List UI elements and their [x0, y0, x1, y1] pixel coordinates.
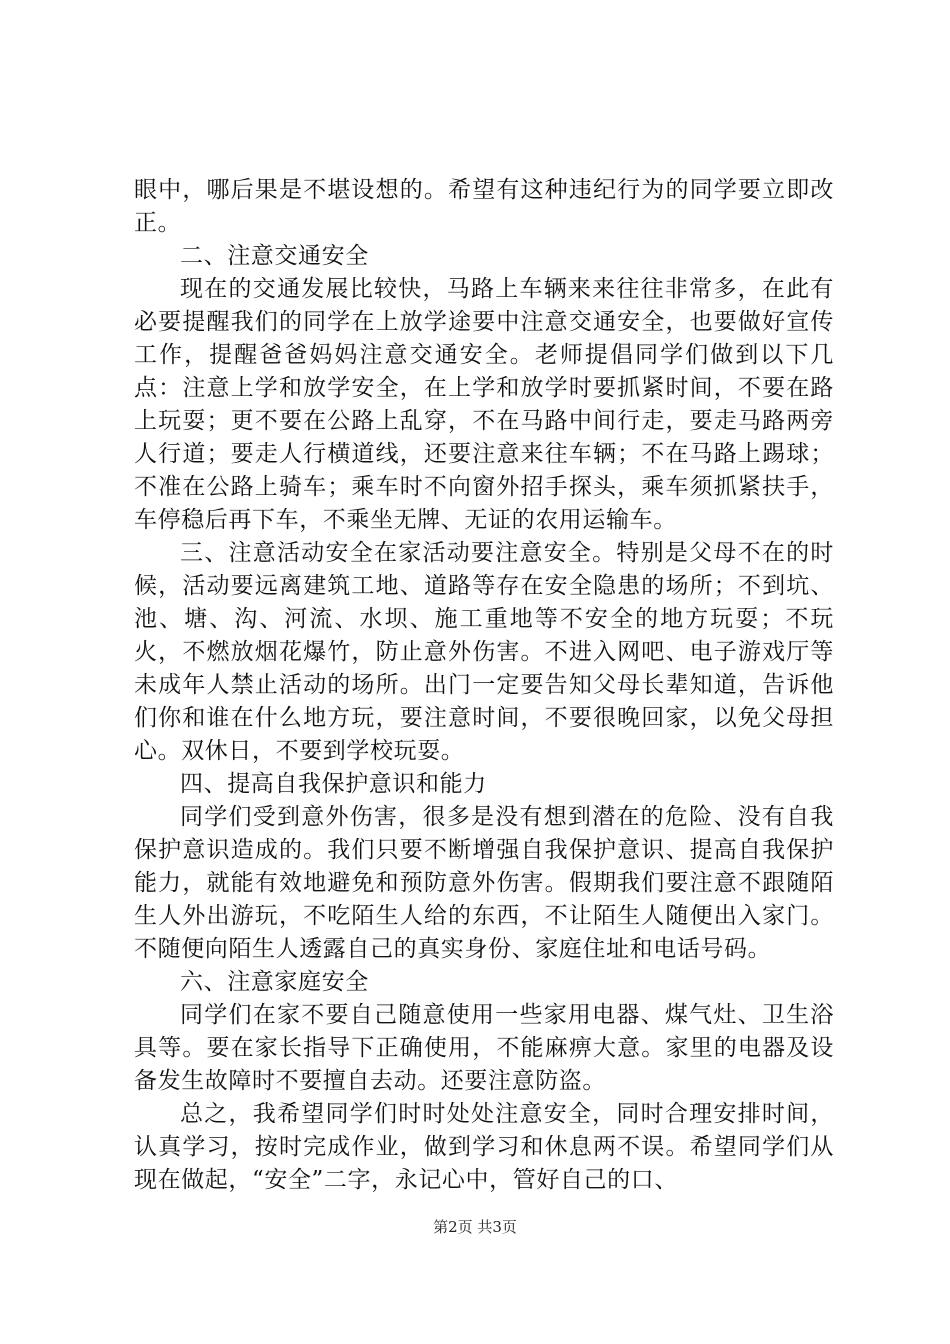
paragraph-continuation: 眼中，哪后果是不堪设想的。希望有这种违纪行为的同学要立即改正。: [134, 177, 834, 236]
heading-self-protection: 四、提高自我保护意识和能力: [180, 771, 487, 797]
paragraph-activity-safety: 三、注意活动安全在家活动要注意安全。特别是父母不在的时候，活动要远离建筑工地、道路等存在安全隐患的场所；不到坑、池、塘、沟、河流、水坝、施工重地等不安全的地方玩耍；不玩火，不燃放烟花爆竹，防止意外伤害。不进入网吧、电子游戏厅等未成年人禁止活动的场所。出门一定要告知父母长辈知道，告诉他们你和谁在什么地方玩，要注意时间，不要很晚回家，以免父母担心。双休日，不要到学校玩耍。: [134, 540, 834, 764]
document-body: [134, 174, 834, 1197]
page-footer: 第2页 共3页: [433, 1218, 517, 1236]
paragraph-home-safety: 同学们在家不要自己随意使用一些家用电器、煤气灶、卫生浴具等。要在家长指导下正确使用，不能麻痹大意。家里的电器及设备发生故障时不要擅自去动。还要注意防盗。: [134, 1002, 834, 1094]
paragraph-self-protection: 同学们受到意外伤害，很多是没有想到潜在的危险、没有自我保护意识造成的。我们只要不断增强自我保护意识、提高自我保护能力，就能有效地避免和预防意外伤害。假期我们要注意不跟随陌生人外出游玩，不吃陌生人给的东西，不让陌生人随便出入家门。不随便向陌生人透露自己的真实身份、家庭住址和电话号码。: [134, 804, 834, 962]
heading-home-safety: 六、注意家庭安全: [180, 969, 369, 995]
paragraph-conclusion: 总之，我希望同学们时时处处注意安全，同时合理安排时间，认真学习，按时完成作业，做到学习和休息两不误。希望同学们从现在做起，“安全”二字，永记心中，管好自己的口、: [134, 1101, 834, 1193]
paragraph-traffic-safety: 现在的交通发展比较快，马路上车辆来来往往非常多，在此有必要提醒我们的同学在上放学途要中注意交通安全，也要做好宣传工作，提醒爸爸妈妈注意交通安全。老师提倡同学们做到以下几点：注意上学和放学安全，在上学和放学时要抓紧时间，不要在路上玩耍；更不要在公路上乱穿，不在马路中间行走，要走马路两旁人行道；要走人行横道线，还要注意来往车辆；不在马路上踢球；不准在公路上骑车；乘车时不向窗外招手探头，乘车须抓紧扶手，车停稳后再下车，不乘坐无牌、无证的农用运输车。: [134, 276, 834, 533]
heading-traffic-safety: 二、注意交通安全: [180, 243, 369, 269]
